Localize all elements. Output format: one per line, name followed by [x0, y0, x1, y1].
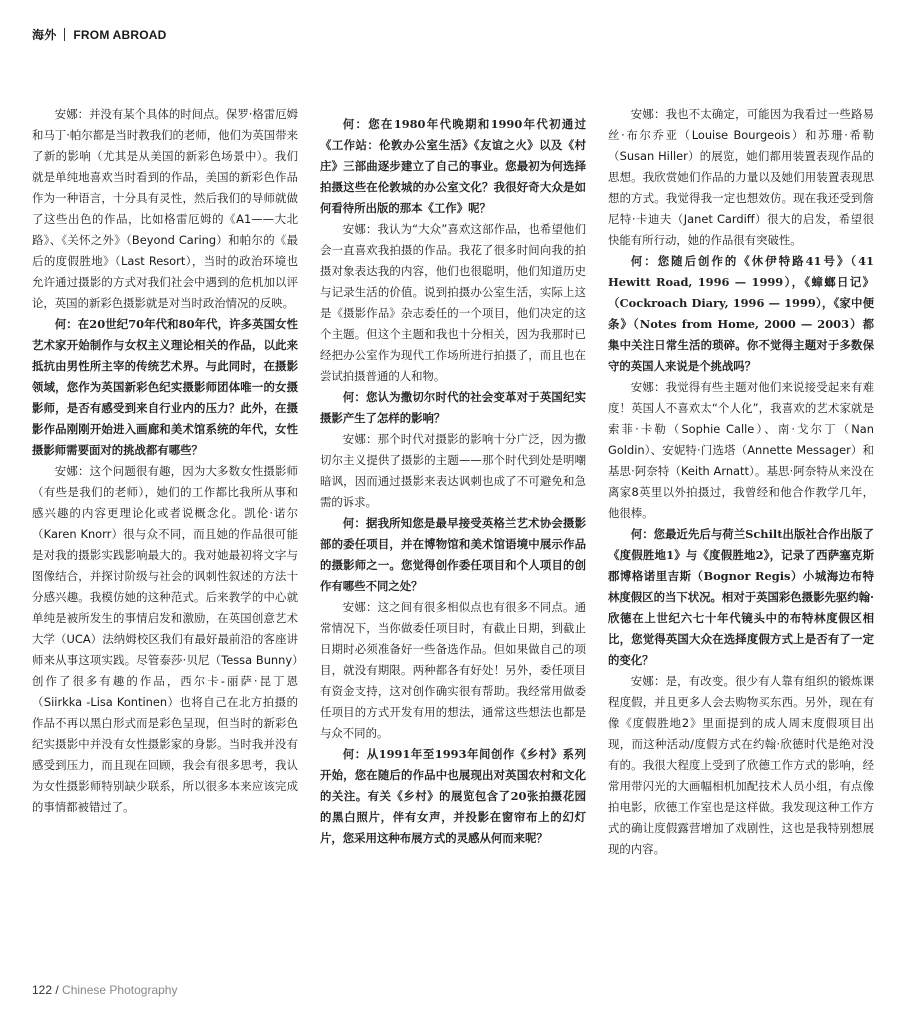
question-paragraph: 何：在20世纪70年代和80年代，许多英国女性艺术家开始制作与女权主义理论相关的作品，以此来抵抗由男性所主宰的传统艺术界。与此同时，在摄影领域，您作为英国新彩色纪实摄影师团体唯一的女摄影师，是否有感受到来自行业内的压力？此外，在摄影作品刚刚开始进入画廊和美术馆系统的年代，女性摄影师需要面对的挑战都有哪些？ [32, 317, 298, 457]
question-paragraph: 何：您随后创作的《休伊特路41号》（41 Hewitt Road, 1996 — 1999），《蟑螂日记》（Cockroach Diary, 1996 — 1999），《家中便条》（Notes from Home, 2000 — 2003）都集中关注日常生活的琐碎。你不觉得主题对于多数保守的英国人来说是个挑战吗？ [608, 254, 874, 373]
question-paragraph: 何：您最近先后与荷兰Schilt出版社合作出版了《度假胜地1》与《度假胜地2》，记录了西萨塞克斯郡博格诺里吉斯（Bognor Regis）小城海边布特林度假区的当下状况。相对于英国彩色摄影先驱约翰·欣德在上世纪六七十年代镜头中的布特林度假区相比，您觉得英国大众在选择度假方式上是否有了一定的变化？ [608, 527, 874, 667]
answer-paragraph: 安娜：我也不太确定，可能因为我看过一些路易丝·布尔乔亚（Louise Bourgeois）和苏珊·希勒（Susan Hiller）的展览，她们都用装置表现作品的思想。我欣赏她们作品的力量以及她们用装置表现思想的方式。我觉得我一定也想效仿。现在我还受到詹尼特·卡迪夫（Janet Cardiff）很大的启发，希望很快能有所行动，她的作品很有突破性。 [608, 107, 874, 247]
answer-paragraph: 安娜：是，有改变。很少有人靠有组织的锻炼课程度假，并且更多人会去购物买东西。另外，现在有像《度假胜地2》里面提到的成人周末度假项目出现，而这种活动/度假方式在约翰·欣德时代是绝对没有的。我很大程度上受到了欣德工作方式的影响，经常用带闪光的大画幅相机加配技术人员小组，有点像拍电影，欣德工作室也是这样做。我发现这种工作方式的确让度假露营增加了戏剧性，这也是我特别想展现的内容。 [608, 674, 874, 856]
article-body [32, 104, 876, 964]
answer-paragraph: 安娜：那个时代对摄影的影响十分广泛，因为撒切尔主义提供了摄影的主题——那个时代到处是明嘲暗讽，因而通过摄影来表达讽刺也成了不可避免和急需的诉求。 [320, 432, 586, 509]
section-title-cn: 海外 [32, 28, 57, 42]
column-middle [320, 104, 586, 964]
question-paragraph: 何：从1991年至1993年间创作《乡村》系列开始，您在随后的作品中也展现出对英国农村和文化的关注。有关《乡村》的展览包含了20张拍摄花园的黑白照片，伴有女声，并投影在窗帘布上的幻灯片，您采用这种布展方式的灵感从何而来呢？ [320, 747, 586, 845]
answer-paragraph: 安娜：我觉得有些主题对他们来说接受起来有难度！英国人不喜欢太“个人化”，我喜欢的艺术家就是索菲·卡勒（Sophie Calle）、南·戈尔丁（Nan Goldin）、安妮特·门选塔（Annette Messager）和基思·阿奈特（Keith Arnatt）。基思·阿奈特从来没在离家8英里以外拍摄过，我曾经和他合作教学几年，他很棒。 [608, 380, 874, 520]
question-paragraph: 何：据我所知您是最早接受英格兰艺术协会摄影部的委任项目，并在博物馆和美术馆语境中展示作品的摄影师之一。您觉得创作委任项目和个人项目的创作有哪些不同之处？ [320, 516, 586, 593]
column-right [608, 104, 874, 964]
header-divider [64, 28, 65, 41]
question-paragraph: 何：您在1980年代晚期和1990年代初通过《工作站：伦敦办公室生活》《友谊之火》以及《村庄》三部曲逐步建立了自己的事业。您最初为何选择拍摄这些在伦敦城的办公室文化？我很好奇大众是如何看待所出版的那本《工作》呢？ [320, 117, 586, 215]
question-paragraph: 何：您认为撒切尔时代的社会变革对于英国纪实摄影产生了怎样的影响？ [320, 390, 586, 425]
answer-paragraph: 安娜：这个问题很有趣，因为大多数女性摄影师（有些是我们的老师），她们的工作都比我所从事和感兴趣的内容更理论化或者说概念化。凯伦·诺尔（Karen Knorr）很与众不同，而且她的作品很可能是对我的摄影实践影响最大的。我对她最初将文字与图像结合，并探讨阶级与社会的讽刺性叙述的方法十分感兴趣。我模仿她的这种范式。后来教学的中心就单纯是被所发生的事情启发和激励，在英国创意艺术大学（UCA）法纳姆校区我们有最好最前沿的客座讲师来从事这项实践。尽管泰莎·贝尼（Tessa Bunny）创作了很多有趣的作品，西尔卡-丽萨·昆丁恩（Siirkka -Lisa Kontinen）也将自己在北方拍摄的作品不再以黑白形式而是彩色呈现，但当时的新彩色纪实摄影中并没有女性摄影家的身影。当时我并没有感受到压力，而且现在回顾，我会有很多思考，我认为女性摄影师特别缺少联系，所以很多本来应该完成的事情都被错过了。 [32, 464, 298, 814]
section-title-en: FROM ABROAD [73, 27, 167, 42]
page-footer [32, 983, 177, 997]
column-left [32, 104, 298, 964]
publication-name: Chinese Photography [62, 983, 178, 997]
answer-paragraph: 安娜：这之间有很多相似点也有很多不同点。通常情况下，当你做委任项目时，有截止日期，到截止日期时必须准备好一些备选作品。但如果做自己的项目，就没有期限。两种都各有好处！另外，委任项目有资金支持，这对创作确实很有帮助。我经常用做委任项目的方式开发有用的想法，通常这些想法也都是与众不同的。 [320, 600, 586, 740]
section-header [32, 26, 167, 43]
answer-paragraph: 安娜：并没有某个具体的时间点。保罗·格雷厄姆和马丁·帕尔都是当时教我们的老师，他们为英国带来了新的影响（尤其是从美国的新彩色场景中）。我们就是单纯地喜欢当时看到的作品，美国的新彩色作品作为一种语言，十分具有灵性，然后我们的导师就做了这些出色的作品，比如格雷厄姆的《A1——大北路》、《关怀之外》（Beyond Caring）和帕尔的《最后的度假胜地》（Last Resort），当时的政治环境也允许通过摄影的方式对我们社会中遇到的危机加以评论，英国的新彩色摄影就是对当时政治情况的反映。 [32, 107, 298, 310]
answer-paragraph: 安娜：我认为“大众”喜欢这部作品，也希望他们会一直喜欢我拍摄的作品。我花了很多时间向我的拍摄对象表达我的内容，他们也很聪明，他们知道历史与记录生活的价值。说到拍摄办公室生活，实际上这是《摄影作品》杂志委任的一个项目，他们决定的这个主题。但这个主题和我也十分相关，因为我那时已经把办公室作为现代工作场所进行拍摄了，而且也在尝试拍摄普通的人和物。 [320, 222, 586, 383]
page-number: 122 / [32, 983, 59, 997]
